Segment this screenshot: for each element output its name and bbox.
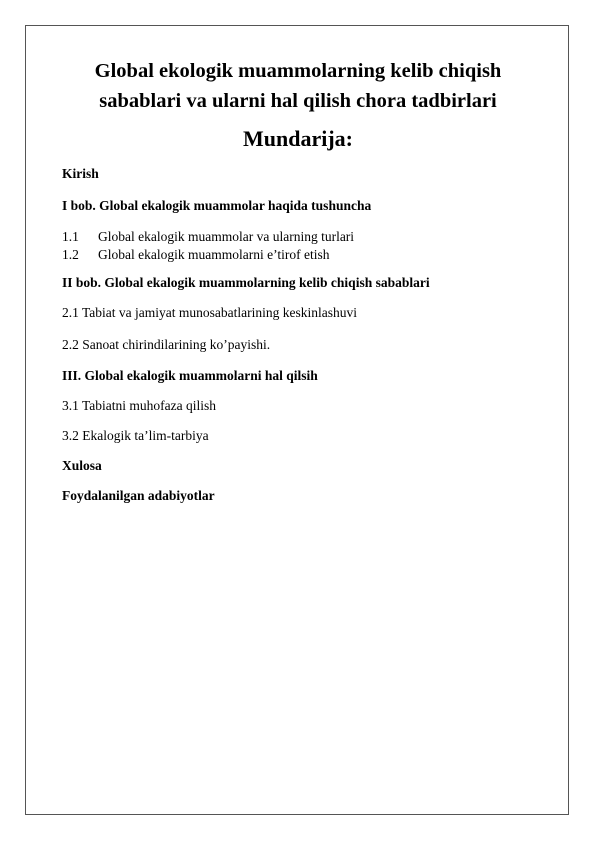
toc-chapter-3: III. Global ekalogik muammolarni hal qilsih: [62, 368, 318, 383]
title-line-1: Global ekologik muammolarning kelib chiqish: [94, 60, 502, 82]
toc-section-1-1-text: Global ekalogik muammolar va ularning turlari: [98, 229, 355, 244]
toc-heading: Mundarija:: [243, 126, 353, 151]
title-line-2: sabablari va ularni hal qilish chora tadbirlari: [99, 90, 497, 112]
toc-section-3-1: 3.1 Tabiatni muhofaza qilish: [62, 398, 217, 413]
document-title: [40, 56, 556, 116]
toc-section-1-2-number: 1.2: [62, 247, 79, 262]
toc-section-3-2: 3.2 Ekalogik ta’lim-tarbiya: [62, 428, 209, 443]
toc-section-2-2: 2.2 Sanoat chirindilarining ko’payishi.: [62, 337, 271, 352]
toc-chapter-2: II bob. Global ekalogik muammolarning kelib chiqish sabablari: [62, 275, 430, 290]
toc-section-2-1: 2.1 Tabiat va jamiyat munosabatlarining keskinlashuvi: [62, 305, 357, 320]
toc-section-1-2-text: Global ekalogik muammolarni e’tirof etish: [98, 247, 330, 262]
toc-section-1-1: [62, 229, 354, 245]
toc-intro: Kirish: [62, 166, 99, 181]
toc-references: Foydalanilgan adabiyotlar: [62, 488, 215, 503]
toc-conclusion: Xulosa: [62, 458, 102, 473]
toc-section-1-1-number: 1.1: [62, 229, 79, 244]
toc-section-1-2: [62, 247, 329, 263]
toc-chapter-1: I bob. Global ekalogik muammolar haqida tushuncha: [62, 198, 372, 213]
